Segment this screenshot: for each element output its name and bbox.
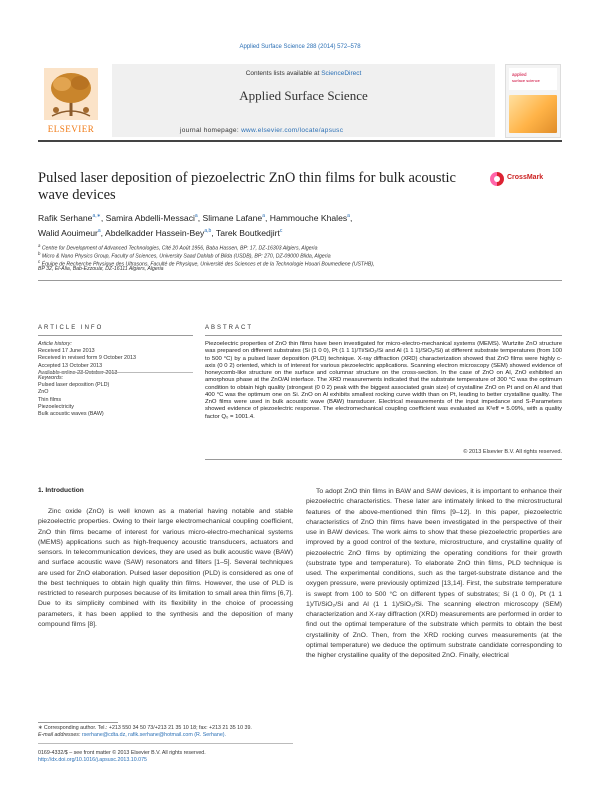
keywords-block xyxy=(38,375,109,418)
author-affiliation-sup[interactable]: a xyxy=(97,228,101,235)
email-line xyxy=(38,732,252,739)
aff-text: Équipe de Recherche Physique des Ultrasons, Faculté de Physique, Université des Sciences et de la Technologie Houari Boumediene (USTHB), xyxy=(41,261,375,268)
author-name: , Slimane Lafane xyxy=(197,213,263,223)
author-name: , Abdelkadder Hassein-Bey xyxy=(100,228,205,238)
header-rule xyxy=(38,140,562,142)
corresponding-author-note: ∗ Corresponding author. Tel.: +213 550 34 50 73/+213 21 35 10 18; fax: +213 21 35 10 39. xyxy=(38,725,252,731)
abstract-text: Piezoelectric properties of ZnO thin films have been investigated for micro-electro-mechanical systems (MEMS). Wurtzite ZnO structure was prepared on different substrates (Si (1 0 0), Pt (1 1 1)/Ti/SiO₂/Si and Al (1 1 1)/SiO₂/Si) at different substrate temperatures (from 100 to 500 °C) by a pulsed laser deposition (PLD) technique. X-ray diffraction (XRD) characterization showed that ZnO films were highly c-axis (0 0 2) oriented, which is of interest for various piezoelectric applications. Scanning electron microscopy (SEM) showed evidence of honeycomb-like structure on the surface and columnar structure on the cross-section. In the case of ZnO on Al, ZnO exhibited an amorphous phase at the ZnO/Al interface. The XRD measurements indicated that the substrate temperature of 300 °C was the optimum condition to obtain high quality (strongest (0 0 2) peak with the biggest associated grain size) of crystalline ZnO on Pt and on Al and that 400 °C was the optimum one on Si. ZnO on Al exhibits smallest rocking curve width than on Pt, leading to better crystalline quality. The ZnO films were used in bulk acoustic wave (BAW) transducer. Electrical measurements of the input impedance and S-Parameters showed evidence of piezoelectric response. The electromechanical coupling coefficient was evaluated as K²eff = 5.09%, with a quality factor Q₀ = 1001.4. xyxy=(205,341,562,420)
author-affiliation-sup[interactable]: a xyxy=(262,213,265,220)
sciencedirect-link[interactable]: ScienceDirect xyxy=(321,70,362,77)
author-affiliation-sup[interactable]: c xyxy=(279,228,283,235)
issn-line: 0169-4332/$ – see front matter © 2013 Elsevier B.V. All rights reserved. xyxy=(38,750,206,756)
abstract-bottom-rule xyxy=(205,459,562,460)
journal-cover-thumbnail[interactable] xyxy=(505,64,561,138)
body-right-column: To adopt ZnO thin films in BAW and SAW devices, it is important to enhance their piezoelectric characteristics. These later are intimately linked to the microstructural features of the above-mentioned thin films [9–12]. In this paper, piezoelectric characteristics of ZnO thin films have been investigated in the perspective of their use in BAW devices. The work aims to show that these piezoelectric properties are improved by a good control of the texture, microstructure, and crystalline quality of piezoelectric ZnO films by optimizing the operating conditions for their growth (substrate type and temperature). To elaborate ZnO thin films, PLD technique is used. The experimental conditions, such as the target-substrate distance and the oxygen pressure, were previously optimized [13,14]. First, the substrate temperature is swept from 100 to 500 °C on different types of substrates; Si (1 0 0), Pt (1 1 1)/Ti/SiO₂/Si and Al (1 1 1)/SiO₂/Si. The scanning electron microscopy (SEM) characterization and X-ray diffraction (XRD) measurements are performed in order to find out the optimal temperature of the substrate which permits to obtain the best crystallinity of ZnO. Then, from the XRD rocking curves measurements (at the optimal temperature) we deduce the optimum substrate candidate corresponding to the higher crystalline quality of the deposited ZnO. Finally, electrical xyxy=(306,488,562,659)
intro-heading: 1. Introduction xyxy=(38,487,84,494)
cover-image xyxy=(509,95,557,133)
email-label: E-mail addresses: xyxy=(38,732,82,739)
cover-title-2: surface science xyxy=(512,78,540,83)
crossmark-label: CrossMark xyxy=(507,174,544,181)
author-affiliation-sup[interactable]: a xyxy=(347,213,350,220)
contents-prefix: Contents lists available at xyxy=(245,70,322,77)
journal-name: Applied Surface Science xyxy=(239,88,368,103)
aff-label: a xyxy=(38,243,41,248)
keyword: Piezoelectricity xyxy=(38,403,74,410)
author-name: , Tarek Boutkedjirt xyxy=(211,228,280,238)
aff-text: Centre for Development of Advanced Technologies, Cité 20 Août 1956, Baba Hassen, BP: 17, DZ-16303 Algiers, Algeria xyxy=(41,245,318,252)
crossmark-icon xyxy=(490,172,504,186)
author-name: , Hammouche Khales xyxy=(264,213,348,223)
keyword: Bulk acoustic waves (BAW) xyxy=(38,411,104,418)
journal-homepage xyxy=(180,127,343,134)
aff-label: c xyxy=(38,259,41,264)
abstract-heading: ABSTRACT xyxy=(205,325,254,331)
section-rule xyxy=(38,280,562,281)
authors-line-2 xyxy=(38,228,282,238)
crossmark-badge[interactable] xyxy=(490,172,560,188)
article-title: Pulsed laser deposition of piezoelectric ZnO thin films for bulk acoustic wave devices xyxy=(38,170,456,203)
affiliation-c-cont: BP 32, El-Alia, Bab-Ezzouar, DZ-16111 Algiers, Algeria xyxy=(38,266,164,272)
authors-line-1: Rafik Serhane$^{a,∗}$, Samira Abdelli-Messaci$^a$, Slimane Lafane$^a$, Hammouche Khales$^a$, xyxy=(38,213,353,223)
author-affiliation-sup[interactable]: a,b xyxy=(204,228,212,235)
issn-block xyxy=(38,750,206,764)
author-affiliation-sup[interactable]: a xyxy=(194,213,198,220)
abstract-rule xyxy=(205,335,562,336)
abstract-copyright: © 2013 Elsevier B.V. All rights reserved. xyxy=(463,449,562,455)
history-label: Article history: xyxy=(38,341,72,347)
history-revised: Received in revised form 9 October 2013 xyxy=(38,355,136,362)
author-affiliation-sup[interactable]: a,∗ xyxy=(92,213,101,220)
author-name: Rafik Serhane xyxy=(38,213,93,223)
keyword: Pulsed laser deposition (PLD) xyxy=(38,382,110,389)
cover-title-1: applied xyxy=(512,72,527,77)
history-accepted: Accepted 13 October 2013 xyxy=(38,362,103,369)
body-left-column: Zinc oxide (ZnO) is well known as a material having notable and stable piezoelectric properties. Owing to their large electromechanical coupling coefficient, ZnO thin films became of interest for various micro-electro-mechanical systems (MEMS) applications such as high-frequency acoustic transducers, actuators and sensors. In telecommunication devices, they are used as bulk acoustic wave (BAW) and surface acoustic wave (SAW) resonators and filters [1–5]. Several techniques are used for ZnO elaboration. Pulsed laser deposition (PLD) is considered as one of the best techniques to obtain high quality thin films. However, the use of PLD is restricted to research purposes because of its limitation to small area thin films [6,7]. Due to its simplicity combined with its flexibility in the choice of processing parameters, it has been applied to the synthesis and the deposition of many compound films [8]. xyxy=(38,508,293,628)
aff-label: b xyxy=(38,251,41,256)
article-info-rule xyxy=(38,335,193,336)
aff-text: Micro & Nano Physics Group, Faculty of Sciences, University Saad Dahlab of Blida (USDB), BP: 270, DZ-09000 Blida, Algeria xyxy=(41,253,331,260)
author-name: , Samira Abdelli-Messaci xyxy=(100,213,195,223)
history-online: Available online 23 October 2013 xyxy=(38,369,118,376)
footnote xyxy=(38,725,252,739)
doi-link[interactable]: http://dx.doi.org/10.1016/j.apsusc.2013.10.075 xyxy=(38,757,147,764)
keyword: Thin films xyxy=(38,396,62,403)
homepage-label: journal homepage: xyxy=(180,127,242,134)
history-received: Received 17 June 2013 xyxy=(38,348,95,355)
keywords-label: Keywords: xyxy=(38,375,64,381)
article-info-heading: ARTICLE INFO xyxy=(38,325,104,331)
contents-line xyxy=(112,70,495,77)
history-rule xyxy=(38,372,193,373)
homepage-link[interactable]: www.elsevier.com/locate/apsusc xyxy=(241,127,344,134)
email-links[interactable]: rserhane@cdta.dz, rafik.serhane@hotmail.com (R. Serhane). xyxy=(81,732,226,739)
journal-citation[interactable]: Applied Surface Science 288 (2014) 572–578 xyxy=(239,44,361,50)
author-name: Walid Aouimeur xyxy=(38,228,98,238)
keyword: ZnO xyxy=(38,389,49,396)
footnote-rule xyxy=(38,722,118,723)
elsevier-wordmark: ELSEVIER xyxy=(47,124,95,134)
